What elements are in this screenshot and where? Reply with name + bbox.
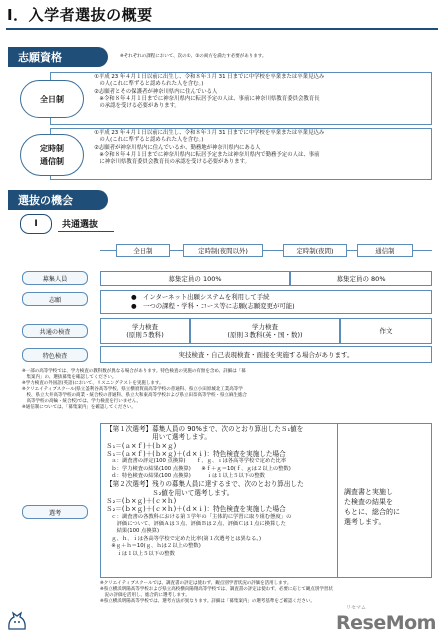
exam-parttime [190,318,340,344]
req-line: ※令和８年４月１日までに神奈川県内に転居予定の人は、事前に神奈川県教育委員会教育長 [94,95,320,102]
note-line: ※学力検査の外国語(英語)において、リスニングテストを実施します。 [22,381,164,386]
req-line: の承認を受ける必要があります。 [94,103,180,110]
footnote-line: 況の評価を活用し、総合的に選考します。 [100,593,190,598]
label-fulltime-text: 全日制 [40,94,64,104]
row-label-recruitment: 募集人員 [22,271,88,285]
label-correspondence-text: 通信制 [40,157,64,166]
col-parttime-night: 定時制(夜間) [283,244,347,257]
req-line: ①平成 23 年４月１日以前に出生し、令和８年３月 31 日までに中学校を卒業または卒業見込み [94,130,325,136]
section-label-text: 志願資格 [18,51,62,64]
note-line: ※一部の高等学校では、学力検査の教科数が異なる場合があります。特色検査の実施の有無を含め、詳細は「募 [22,369,246,374]
selection-line: 【第２次選考】残りの募集人員に達するまで、次のとおり算出した [106,480,304,489]
application-cell [100,290,432,314]
selection-line: Ｓ₁＝(ａ×ｆ)＋(ｂ×ｇ)＋(ｄ×ｉ)：特色検査を実施した場合 [106,449,286,458]
note-line: ※通信制については、「募集案内」を確認してください。 [22,405,136,410]
exam-fulltime [100,318,190,344]
footnote-line: ※県立横浜明陽高等学校では、選考方法が異なります。詳細は「募集案内」の選考基準をご確認ください。 [100,599,315,604]
summary-line: もとに、総合的に [344,508,400,516]
exam-text: (原則３教科(英・国・数)) [227,331,303,339]
section-label-text: 選抜の機会 [18,194,73,207]
fulltime-requirements [94,74,430,110]
selection-line: 用いて選考します。 [106,433,211,442]
page-title: Ⅰ．入学者選抜の概要 [7,6,153,24]
col-fulltime: 全日制 [116,244,170,257]
title-underline [6,28,438,30]
req-line: の人(これに準ずると認められた人を含む。) [94,137,204,144]
recruitment-fulltime: 募集定員の 100% [100,271,290,286]
selection-summary [344,487,428,527]
recruitment-other: 募集定員の 80% [290,271,432,286]
section-label-opportunity [8,190,108,210]
footnote-line: ※クリエイティブスクールでは、調査書の評定は使わず、観点別学習状況の評価を活用します。 [100,581,292,586]
application-item: 一つの課程・学科・コース等に志願(志願変更が可能) [142,302,295,310]
selection-divider [337,423,338,578]
selection-line: ※ｇ＋ｈ＝10(ｇ、ｈは２以上の整数) [106,543,201,550]
note-line: 集案内」の、選抜募集を確認してください。 [22,375,117,380]
bullet-icon: ● [131,293,143,301]
selection-line: Ｓ₂＝(ｂ×ｇ)＋(ｃ×ｈ) [106,497,177,505]
selection-line: Ｓ₂＝(ｂ×ｇ)＋(ｃ×ｈ)＋(ｄ×ｉ)：特色検査を実施した場合 [106,505,286,514]
exam-text: 学力検査 [252,323,278,331]
row-label-special-exam: 特色検査 [22,348,88,362]
selection-line: 【第１次選考】募集人員の 90%まで、次のとおり算出したＳ₁値を [106,425,304,433]
subsection-number: Ⅰ [20,214,52,234]
exam-text: (原則５教科) [126,331,164,339]
note-line: ※クリエイティブスクール(県立釜利谷高等学校、県立横須賀南高等学校の普通科、県立小田原城北工業高等学 [22,387,243,392]
label-parttime-text: 定時制 [40,144,64,153]
exam-text: 学力検査 [131,323,158,331]
selection-line: 評価について、評価Ａは３点、評価Ｂは２点、評価Ｃは１点に換算した [106,521,286,527]
watermark-small: リセマム [346,605,366,611]
label-parttime-correspondence [20,134,84,176]
application-item: インターネット出願システムを利用して手続 [142,293,270,301]
notes-block [22,369,432,411]
selection-line: Ｓ₁＝(ａ×ｆ)＋(ｂ×ｇ) [106,441,177,450]
selection-line: Ｓ₂値を用いて選考します。 [106,488,234,497]
selection-formula [106,425,336,558]
selection-line: ｉは１以上５以下の整数 [106,550,175,557]
special-exam-cell: 実技検査・自己表現検査・面接を実施する場合があります。 [100,346,432,363]
req-line: ②志願者とその保護者が神奈川県内に住んでいる人 [94,88,218,95]
req-line: の人(これに準ずると認められた人を含む。) [94,81,204,88]
col-parttime-day: 定時制(夜間以外) [183,244,263,257]
row-label-selection: 選考 [22,505,88,519]
subsection-title: 共通選抜 [62,220,99,230]
parttime-requirements [94,130,430,166]
req-line: ※令和８年４月１日までに神奈川県内に転居予定または神奈川県内で勤務予定の人は、事前 [94,151,320,158]
label-fulltime [20,80,84,118]
selection-line: ｄ：特色検査の結果(100 点換算) ｉは１以上５以下の整数 [106,473,265,479]
note-line: 校、県立大井高等学校の商業・統合校の普通科、県立大和東高等学校および県立田奈高等学校・県立麻生総合 [22,393,247,398]
req-line: に神奈川県教育委員会教育長の承認を受ける必要があります。 [94,159,250,166]
selection-line: 結果(100 点換算) [106,528,160,535]
mascot-icon [6,610,28,632]
footnotes [100,581,436,605]
selection-line: ｂ：学力検査の結果(100 点換算) ※ｆ＋ｇ＝10(ｆ、ｇは２以上の整数) [106,465,291,472]
exam-correspondence: 作文 [340,318,432,344]
footnote-line: ※県立横浜明陽高等学校および県立高校横向陽翔高等学校では、調査書の評定は使わず、必要に応じて観点別学習状 [100,587,333,592]
watermark-logo: ReseMom [336,612,436,634]
qualification-note: ※それぞれの課程において、次の①、②の両方を満たす必要があります。 [120,54,267,59]
row-label-application: 志願 [22,292,88,306]
summary-line: 調査書と実施し [344,488,393,496]
selection-line: ｃ：調査書の各教科における第３学年の「主体的に学習に取り組む態度」の [106,513,292,520]
section-label-qualification [8,47,108,67]
subsection-underline [58,231,114,232]
bullet-icon: ● [131,302,143,310]
summary-line: 選考します。 [344,518,386,526]
col-correspondence: 通信制 [357,244,413,257]
row-label-common-exam: 共通の検査 [22,324,88,338]
selection-line: ｇ、ｈ、ｉは各高等学校で定めた比率(第１次選考とは異なる。) [106,535,262,542]
note-line: 高等学校の高輪・統合校)では、学力検査を行いません。 [22,399,142,404]
req-line: ②志願者が神奈川県内に住んでいるか、勤務地が神奈川県内にある人 [94,144,261,151]
req-line: ①平成 23 年４月１日以前に出生し、令和８年３月 31 日までに中学校を卒業または卒業見込み [94,74,325,80]
summary-line: た検査の結果を [344,498,393,506]
selection-line: ａ：調査書の評定(100 点換算) ｆ、ｇ、ｉは各高等学校で定めた比率 [106,458,287,465]
